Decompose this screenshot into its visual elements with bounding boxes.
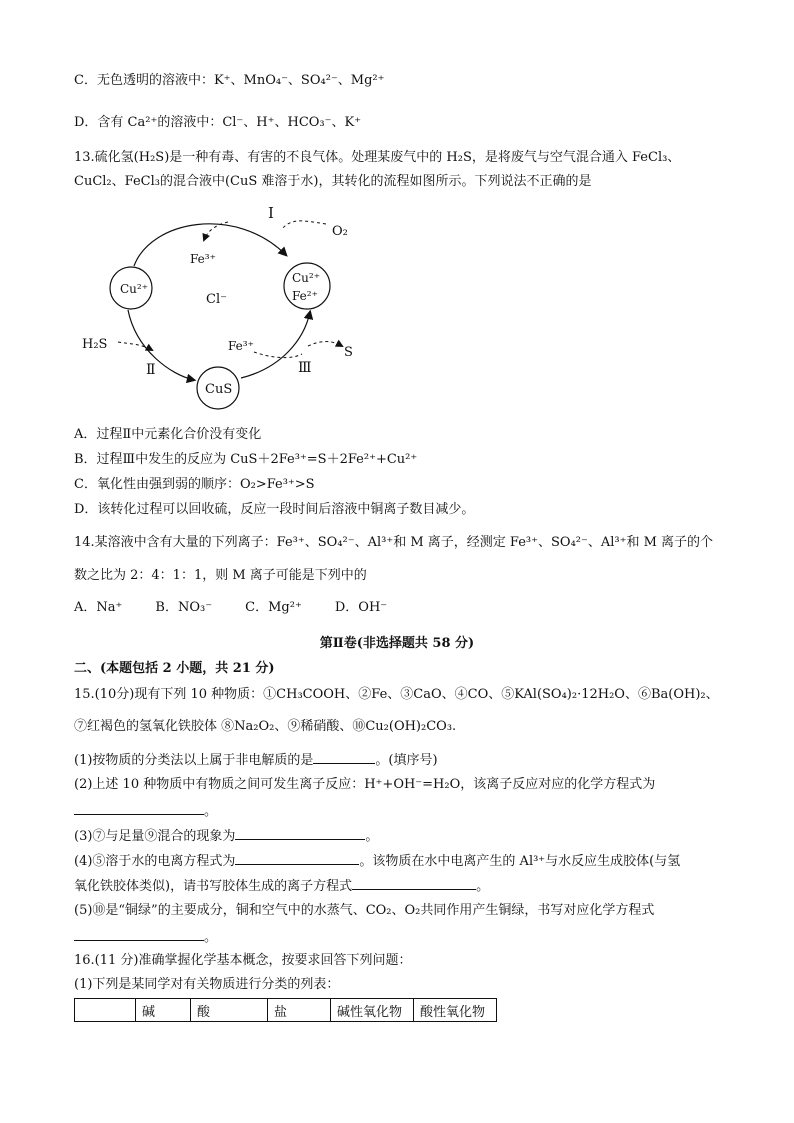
q16-stem: 16.(11 分)准确掌握化学基本概念，按要求回答下列问题： — [74, 953, 412, 968]
table-header-row — [75, 999, 497, 1022]
part2-title: 第Ⅱ卷(非选择题共 58 分) — [319, 636, 475, 651]
label-s: S — [344, 345, 353, 360]
q13-option-b: B．过程Ⅲ中发生的反应为 CuS＋2Fe³⁺=S＋2Fe²⁺+Cu²⁺ — [74, 452, 418, 467]
q15-stem-line-1: 15.(10分)现有下列 10 种物质：①CH₃COOH、②Fe、③CaO、④CO、⑤KAl(SO₄)₂·12H₂O、⑥Ba(OH)₂、 — [74, 687, 719, 702]
answer-blank-4[interactable] — [235, 851, 359, 865]
label-cu2-node: Cu²⁺ — [120, 282, 149, 296]
table-header-cell: 碱 — [136, 999, 191, 1022]
q15-part-2-line-1: (2)上述 10 种物质中有物质之间可发生离子反应：H⁺+OH⁻=H₂O，该离子反应对应的化学方程式为 — [74, 777, 656, 792]
q13-option-c: C．氧化性由强到弱的顺序：O₂>Fe³⁺>S — [74, 477, 315, 492]
q14-stem-line-1: 14.某溶液中含有大量的下列离子：Fe³⁺、SO₄²⁻、Al³⁺和 M 离子，经测定 Fe³⁺、SO₄²⁻、Al³⁺和 M 离子的个 — [74, 535, 714, 550]
label-cus-node: CuS — [205, 382, 233, 397]
classification-table — [74, 998, 497, 1022]
q15-part-4-line-1: (4)⑤溶于水的电离方程式为 。该物质在水中电离产生的 Al³⁺与水反应生成胶体(与氢 — [74, 851, 680, 871]
label-roman-3: Ⅲ — [298, 360, 312, 376]
label-right-node-fe: Fe²⁺ — [292, 289, 318, 303]
q13-stem-line-1: 13.硫化氢(H₂S)是一种有毒、有害的不良气体。处理某废气中的 H₂S，是将废气与空气混合通入 FeCl₃、 — [74, 150, 681, 165]
q15-part-4-line-2: 氧化铁胶体类似)，请书写胶体生成的离子方程式 。 — [74, 876, 489, 896]
answer-blank-1[interactable] — [313, 750, 375, 764]
label-o2: O₂ — [332, 224, 348, 239]
q15-part-2-line-2: 。 — [74, 801, 217, 821]
label-roman-2: Ⅱ — [146, 362, 156, 378]
q13-stem-line-2: CuCl₂、FeCl₃的混合液中(CuS 难溶于水)，其转化的流程如图所示。下列说法不正确的是 — [74, 174, 592, 189]
answer-blank-5[interactable] — [352, 876, 476, 890]
s-dashed-arrow — [308, 342, 342, 347]
label-h2s: H₂S — [82, 337, 108, 352]
q15-stem-line-2: ⑦红褐色的氢氧化铁胶体 ⑧Na₂O₂、⑨稀硝酸、⑩Cu₂(OH)₂CO₃. — [74, 719, 457, 734]
label-fe3-bottom: Fe³⁺ — [228, 339, 254, 353]
table-header-cell: 酸 — [191, 999, 268, 1022]
label-roman-1: Ⅰ — [268, 204, 274, 222]
o2-dashed-arrow — [281, 221, 326, 230]
answer-blank-2[interactable] — [74, 801, 204, 815]
table-header-cell: 酸性氧化物 — [414, 999, 497, 1022]
label-cl: Cl⁻ — [206, 292, 227, 307]
q14-stem-line-2: 数之比为 2：4：1：1，则 M 离子可能是下列中的 — [74, 568, 367, 583]
q13-option-a: A．过程Ⅱ中元素化合价没有变化 — [74, 427, 262, 442]
label-fe3-top: Fe³⁺ — [190, 252, 216, 266]
conversion-cycle-diagram — [76, 200, 376, 410]
table-header-cell: 碱性氧化物 — [331, 999, 414, 1022]
table-header-cell: 盐 — [268, 999, 331, 1022]
section-heading: 二、(本题包括 2 小题，共 21 分) — [74, 661, 275, 676]
q12-option-d: D．含有 Ca²⁺的溶液中：Cl⁻、H⁺、HCO₃⁻、K⁺ — [74, 115, 362, 130]
q12-option-c: C．无色透明的溶液中：K⁺、MnO₄⁻、SO₄²⁻、Mg²⁺ — [74, 73, 385, 88]
fe3-bottom-dashed-arrow — [254, 352, 302, 358]
label-right-node-cu: Cu²⁺ — [292, 271, 321, 285]
answer-blank-6[interactable] — [74, 927, 204, 941]
q13-option-d: D．该转化过程可以回收硫，反应一段时间后溶液中铜离子数目减少。 — [74, 502, 475, 517]
answer-blank-3[interactable] — [235, 826, 365, 840]
q15-part-5-line-1: (5)⑩是“铜绿”的主要成分，铜和空气中的水蒸气、CO₂、O₂共同作用产生铜绿，书写对应化学方程式 — [74, 903, 655, 918]
q16-part-1: (1)下列是某同学对有关物质进行分类的列表： — [74, 977, 340, 992]
table-header-cell — [75, 999, 136, 1022]
q15-part-1: (1)按物质的分类法以上属于非电解质的是 。(填序号) — [74, 750, 438, 770]
q14-options: A．Na⁺ B．NO₃⁻ C．Mg²⁺ D．OH⁻ — [74, 600, 388, 615]
q15-part-3: (3)⑦与足量⑨混合的现象为 。 — [74, 826, 378, 846]
q15-part-5-line-2: 。 — [74, 927, 217, 947]
